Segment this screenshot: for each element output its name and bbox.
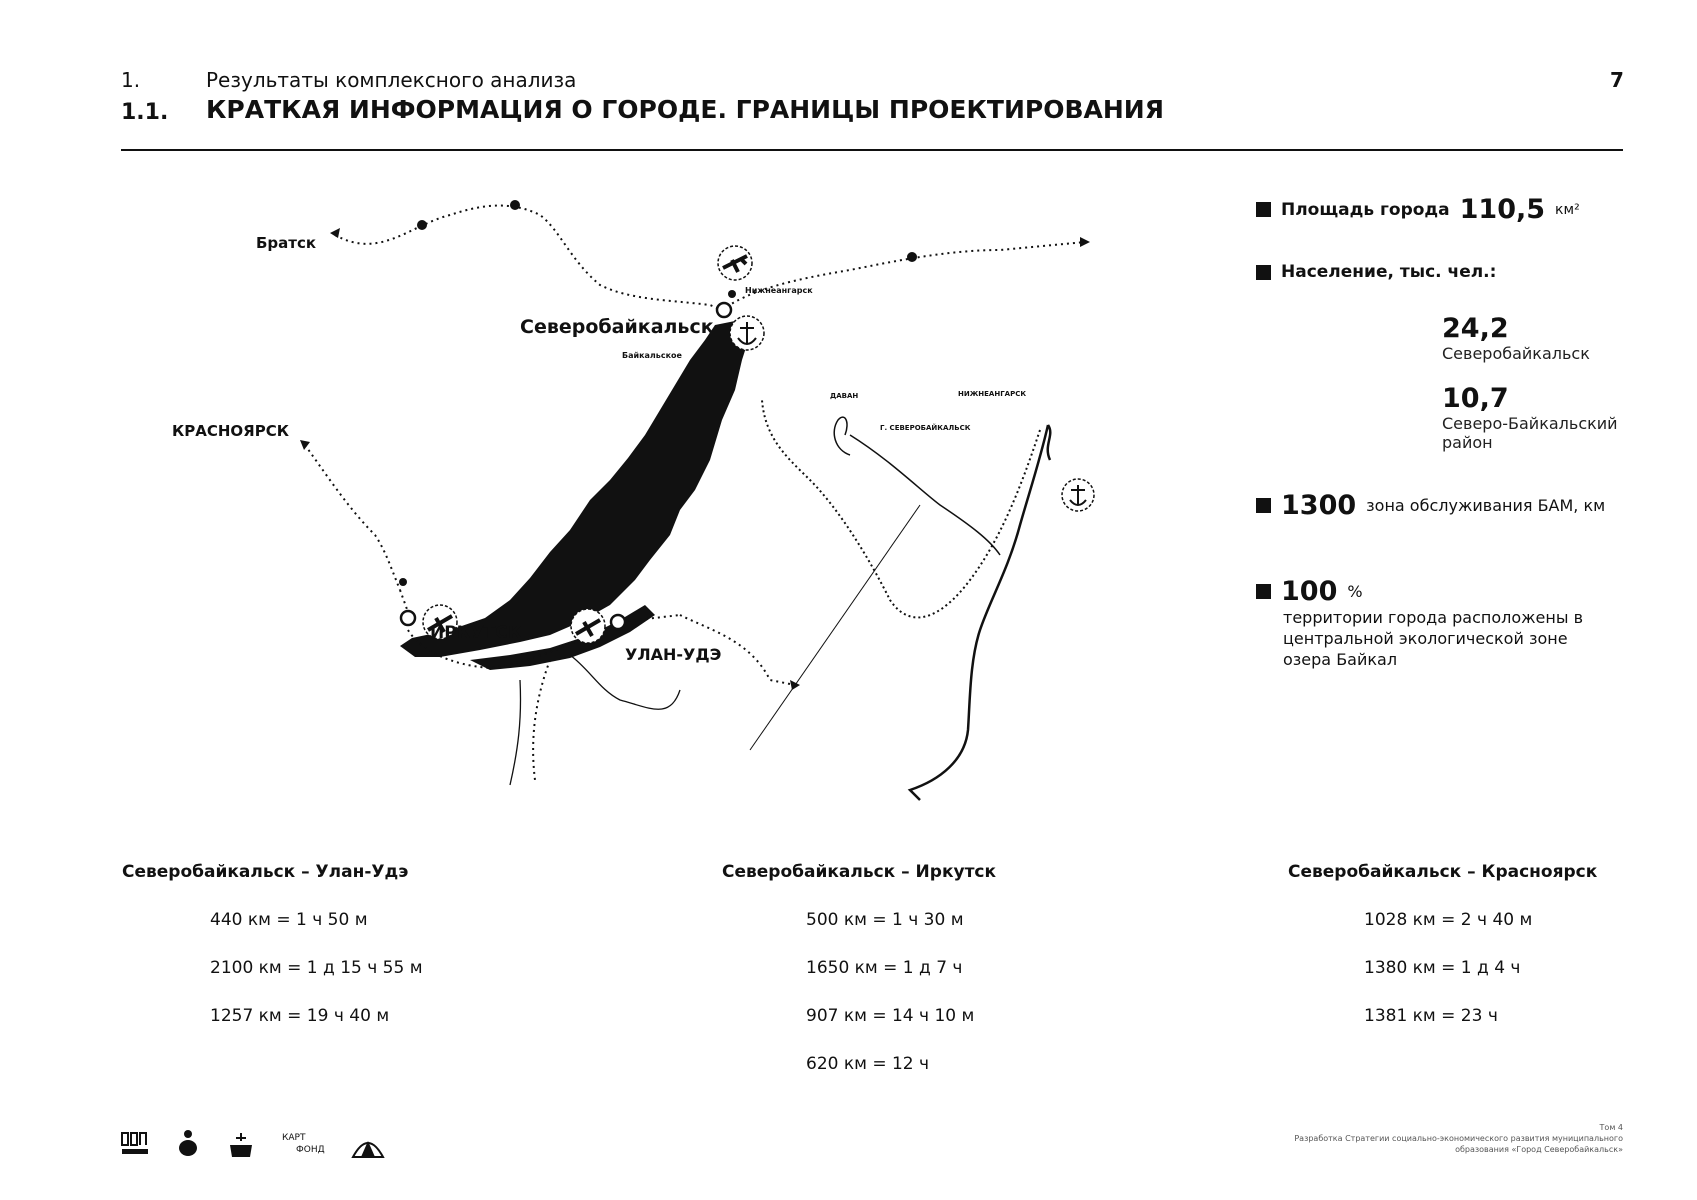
label-bratsk: Братск: [256, 234, 317, 252]
route-irkutsk: [722, 862, 996, 1074]
pop2-name-line2: район: [1442, 433, 1493, 452]
route-row: 1380 км = 1 д 4 ч: [1364, 958, 1521, 978]
route-row: 1257 км = 19 ч 40 м: [210, 1006, 390, 1026]
population-district: [1442, 383, 1618, 452]
credit-line3: образования «Город Северобайкальск»: [1455, 1145, 1623, 1154]
area-label: Площадь города: [1281, 199, 1450, 220]
pop1-value: 24,2: [1442, 313, 1509, 344]
airport-icon: [571, 609, 605, 643]
eco-line2: центральной экологической зоне: [1283, 629, 1568, 648]
kartfond-line1: КАРТ: [282, 1133, 306, 1143]
subsection-number: 1.1.: [121, 100, 169, 125]
label-nizhneangarsk: Нижнеангарск: [745, 286, 813, 295]
header-divider: [121, 149, 1623, 151]
stat-eco: [1256, 576, 1583, 670]
page-number: 7: [1610, 68, 1624, 92]
pop2-name-line1: Северо-Байкальский: [1442, 414, 1618, 433]
bam-label: зона обслуживания БАМ, км: [1366, 496, 1606, 515]
route-row: 440 км = 1 ч 50 м: [210, 910, 368, 930]
section-number: 1.: [121, 68, 141, 92]
stat-area: [1256, 194, 1580, 225]
route-ulan-ude: [122, 862, 423, 1026]
bullet-square-icon: [1256, 498, 1271, 513]
bam-value: 1300: [1281, 490, 1357, 521]
eco-unit: %: [1347, 582, 1363, 601]
route-row: 1381 км = 23 ч: [1364, 1006, 1498, 1026]
pop1-name: Северобайкальск: [1442, 344, 1590, 363]
footer-credits: [1180, 1122, 1623, 1155]
eco-line3: озера Байкал: [1283, 650, 1398, 669]
area-value: 110,5: [1459, 194, 1546, 225]
stat-population: [1256, 262, 1496, 282]
bullet-square-icon: [1256, 265, 1271, 280]
inset-map: [750, 390, 1094, 800]
route-krasnoyarsk: [1288, 862, 1597, 1026]
population-label: Население, тыс. чел.:: [1281, 262, 1497, 282]
section-title: Результаты комплексного анализа: [206, 68, 577, 92]
inset-label-severobaikalsk: Г. СЕВЕРОБАЙКАЛЬСК: [880, 424, 971, 432]
route-row: 907 км = 14 ч 10 м: [806, 1006, 975, 1026]
inset-label-davan: ДАВАН: [830, 392, 859, 400]
port-icon: [730, 316, 764, 350]
emblem-icon: [176, 1128, 200, 1160]
kartfond-logo: [282, 1132, 325, 1156]
page-title: КРАТКАЯ ИНФОРМАЦИЯ О ГОРОДЕ. ГРАНИЦЫ ПРОЕКТИРОВАНИЯ: [206, 95, 1164, 124]
route-row: 2100 км = 1 д 15 ч 55 м: [210, 958, 423, 978]
eco-line1: территории города расположены в: [1283, 608, 1584, 627]
area-unit: км²: [1555, 201, 1580, 218]
stat-bam: [1256, 490, 1605, 521]
label-severobaikalsk: Северобайкальск: [520, 316, 714, 338]
airport-icon: [718, 246, 752, 280]
kartfond-line2: ФОНД: [296, 1145, 325, 1155]
footer-logos: [120, 1128, 385, 1160]
region-map: [150, 160, 1200, 840]
pop2-value: 10,7: [1442, 383, 1509, 414]
route-row: 620 км = 12 ч: [806, 1054, 930, 1074]
label-krasnoyarsk: КРАСНОЯРСК: [172, 422, 289, 440]
logo-icon: [120, 1129, 150, 1159]
credit-line2: Разработка Стратегии социально-экономического развития муниципального: [1294, 1134, 1623, 1143]
emblem-icon: [226, 1129, 256, 1159]
label-baikalskoe: Байкальское: [622, 351, 682, 360]
bullet-square-icon: [1256, 202, 1271, 217]
route-title: Северобайкальск – Красноярск: [1288, 862, 1598, 882]
port-icon: [1062, 479, 1094, 511]
route-row: 1028 км = 2 ч 40 м: [1364, 910, 1533, 930]
railway-routes: [305, 206, 1085, 780]
route-row: 500 км = 1 ч 30 м: [806, 910, 964, 930]
bullet-square-icon: [1256, 584, 1271, 599]
credit-line1: Том 4: [1599, 1123, 1623, 1132]
emblem-icon: [351, 1129, 385, 1159]
route-title: Северобайкальск – Иркутск: [722, 862, 997, 882]
label-irkutsk: ИРКУТСК: [430, 623, 522, 643]
eco-value: 100: [1281, 576, 1338, 607]
inset-label-nizhneangarsk: НИЖНЕАНГАРСК: [958, 390, 1027, 398]
label-ulan-ude: УЛАН-УДЭ: [625, 645, 722, 664]
route-row: 1650 км = 1 д 7 ч: [806, 958, 963, 978]
population-city: [1442, 313, 1590, 363]
route-title: Северобайкальск – Улан-Удэ: [122, 862, 409, 882]
